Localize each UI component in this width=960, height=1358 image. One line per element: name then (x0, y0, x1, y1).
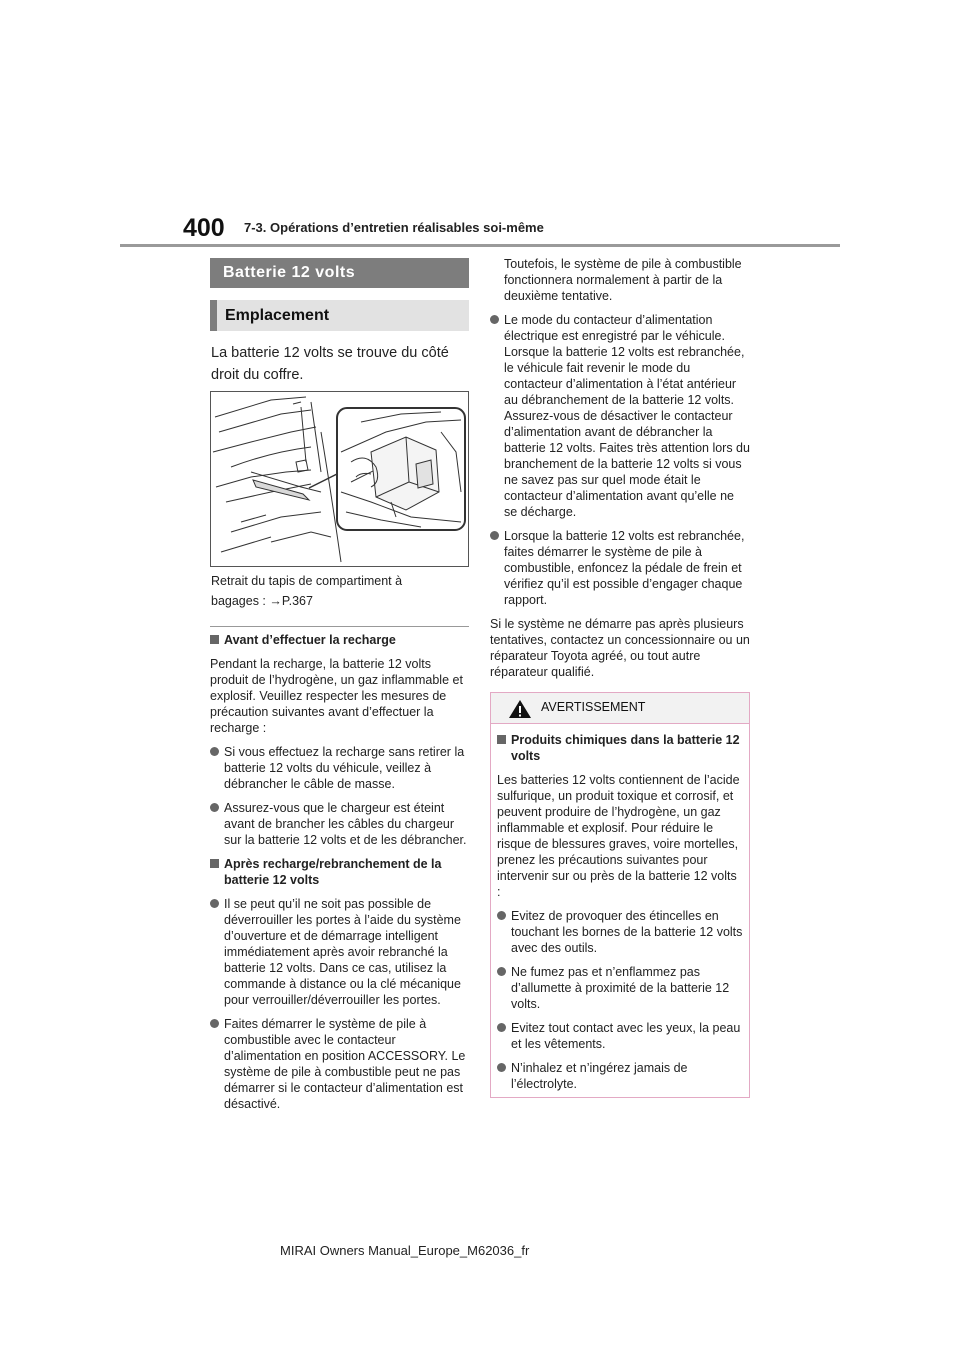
section-title: 7-3. Opérations d’entretien réalisables soi-même (244, 220, 544, 235)
square-bullet-icon (210, 859, 219, 868)
square-bullet-icon (497, 735, 506, 744)
page-number: 400 (183, 214, 225, 242)
bullet-ground-cable: Si vous effectuez la recharge sans retirer la batterie 12 volts du véhicule, veillez à débrancher le câble de masse. (210, 744, 470, 792)
warning-body (491, 724, 749, 1092)
left-column (210, 632, 470, 1120)
bullet-charger-off: Assurez-vous que le chargeur est éteint avant de brancher les câbles du chargeur sur la batterie 12 volts et de les débrancher. (210, 800, 470, 848)
subheading-after-charging: Après recharge/rebranchement de la batterie 12 volts (210, 856, 470, 888)
warning-subheading: Produits chimiques dans la batterie 12 volts (497, 732, 743, 764)
warning-bullet-ingest: N’inhalez et n’ingérez jamais de l’électrolyte. (497, 1060, 743, 1092)
subheading-before-charging: Avant d’effectuer la recharge (210, 632, 470, 648)
paragraph-contact-dealer: Si le système ne démarre pas après plusieurs tentatives, contactez un concessionnaire ou un réparateur Toyota agréé, ou tout autre réparateur qualifié. (490, 617, 750, 679)
warning-header (491, 693, 749, 724)
divider (210, 626, 469, 627)
bullet-unlock-doors: Il se peut qu’il ne soit pas possible de déverrouiller les portes à l’aide du système d’ouverture et de démarrage intelligent immédiatement après avoir rebranché la batterie 12 volts. Dans ce cas, utilisez la commande à distance ou la clé mécanique pour verrouiller/déverrouiller les portes. (210, 896, 470, 1008)
footer-manual-title: MIRAI Owners Manual_Europe_M62036_fr (280, 1243, 530, 1258)
square-bullet-icon (210, 635, 219, 644)
warning-triangle-icon (508, 699, 532, 719)
bullet-power-mode: Le mode du contacteur d’alimentation électrique est enregistré par le véhicule. Lorsque la batterie 12 volts est rebranchée, le véhicule fait revenir le mode du contacteur d’alimentation à l’état antérieur au débranchement de la batterie 12 volts. Assurez-vous de désactiver le contacteur d’alimentation avant de débrancher la batterie 12 volts. Faites très attention lors du branchement de la batterie 12 volts si vous ne savez pas sur quel mode était le contacteur d’alimentation avant qu’elle ne se décharge. (490, 312, 750, 520)
paragraph-charging: Pendant la recharge, la batterie 12 volts produit de l’hydrogène, un gaz inflammable et explosif. Veuillez respecter les mesures de précaution suivantes avant d’effectuer la recharge : (210, 657, 463, 735)
warning-bullet-sparks: Evitez de provoquer des étincelles en touchant les bornes de la batterie 12 volts avec des outils. (497, 908, 743, 956)
bullet-start-fuel-cell: Faites démarrer le système de pile à combustible avec le contacteur d’alimentation en position ACCESSORY. Le système de pile à combustible peut ne pas démarrer si le contacteur d’alimentation est désactivé. (210, 1016, 470, 1112)
intro-text: La batterie 12 volts se trouve du côté droit du coffre. (211, 345, 449, 383)
warning-bullet-smoking: Ne fumez pas et n’enflammez pas d’allumette à proximité de la batterie 12 volts. (497, 964, 743, 1012)
bullet-brake-gears: Lorsque la batterie 12 volts est rebranchée, faites démarrer le système de pile à combustible, enfoncez la pédale de frein et vérifiez qu’il est possible d’engager chaque rapport. (490, 528, 750, 608)
trunk-battery-illustration (210, 391, 469, 567)
warning-bullet-contact: Evitez tout contact avec les yeux, la peau et les vêtements. (497, 1020, 743, 1052)
header-rule (120, 244, 840, 247)
figure-caption (211, 571, 471, 611)
caption-line-2: bagages : →P.367 (211, 594, 313, 608)
right-column (490, 256, 750, 688)
paragraph-continuation: Toutefois, le système de pile à combustible fonctionnera normalement à partir de la deuxième tentative. (504, 257, 742, 303)
heading-location: Emplacement (210, 300, 469, 331)
caption-line-1: Retrait du tapis de compartiment à (211, 574, 403, 588)
warning-box (490, 692, 750, 1098)
warning-title: AVERTISSEMENT (541, 700, 646, 714)
heading-battery: Batterie 12 volts (210, 258, 469, 288)
warning-paragraph: Les batteries 12 volts contiennent de l’acide sulfurique, un produit toxique et corrosif, et peuvent produire de l’hydrogène, un gaz inflammable et explosif. Pour réduire le risque de blessures graves, voire mortelles, prenez les précautions suivantes pour intervenir sur ou près de la batterie 12 volts : (497, 773, 740, 899)
